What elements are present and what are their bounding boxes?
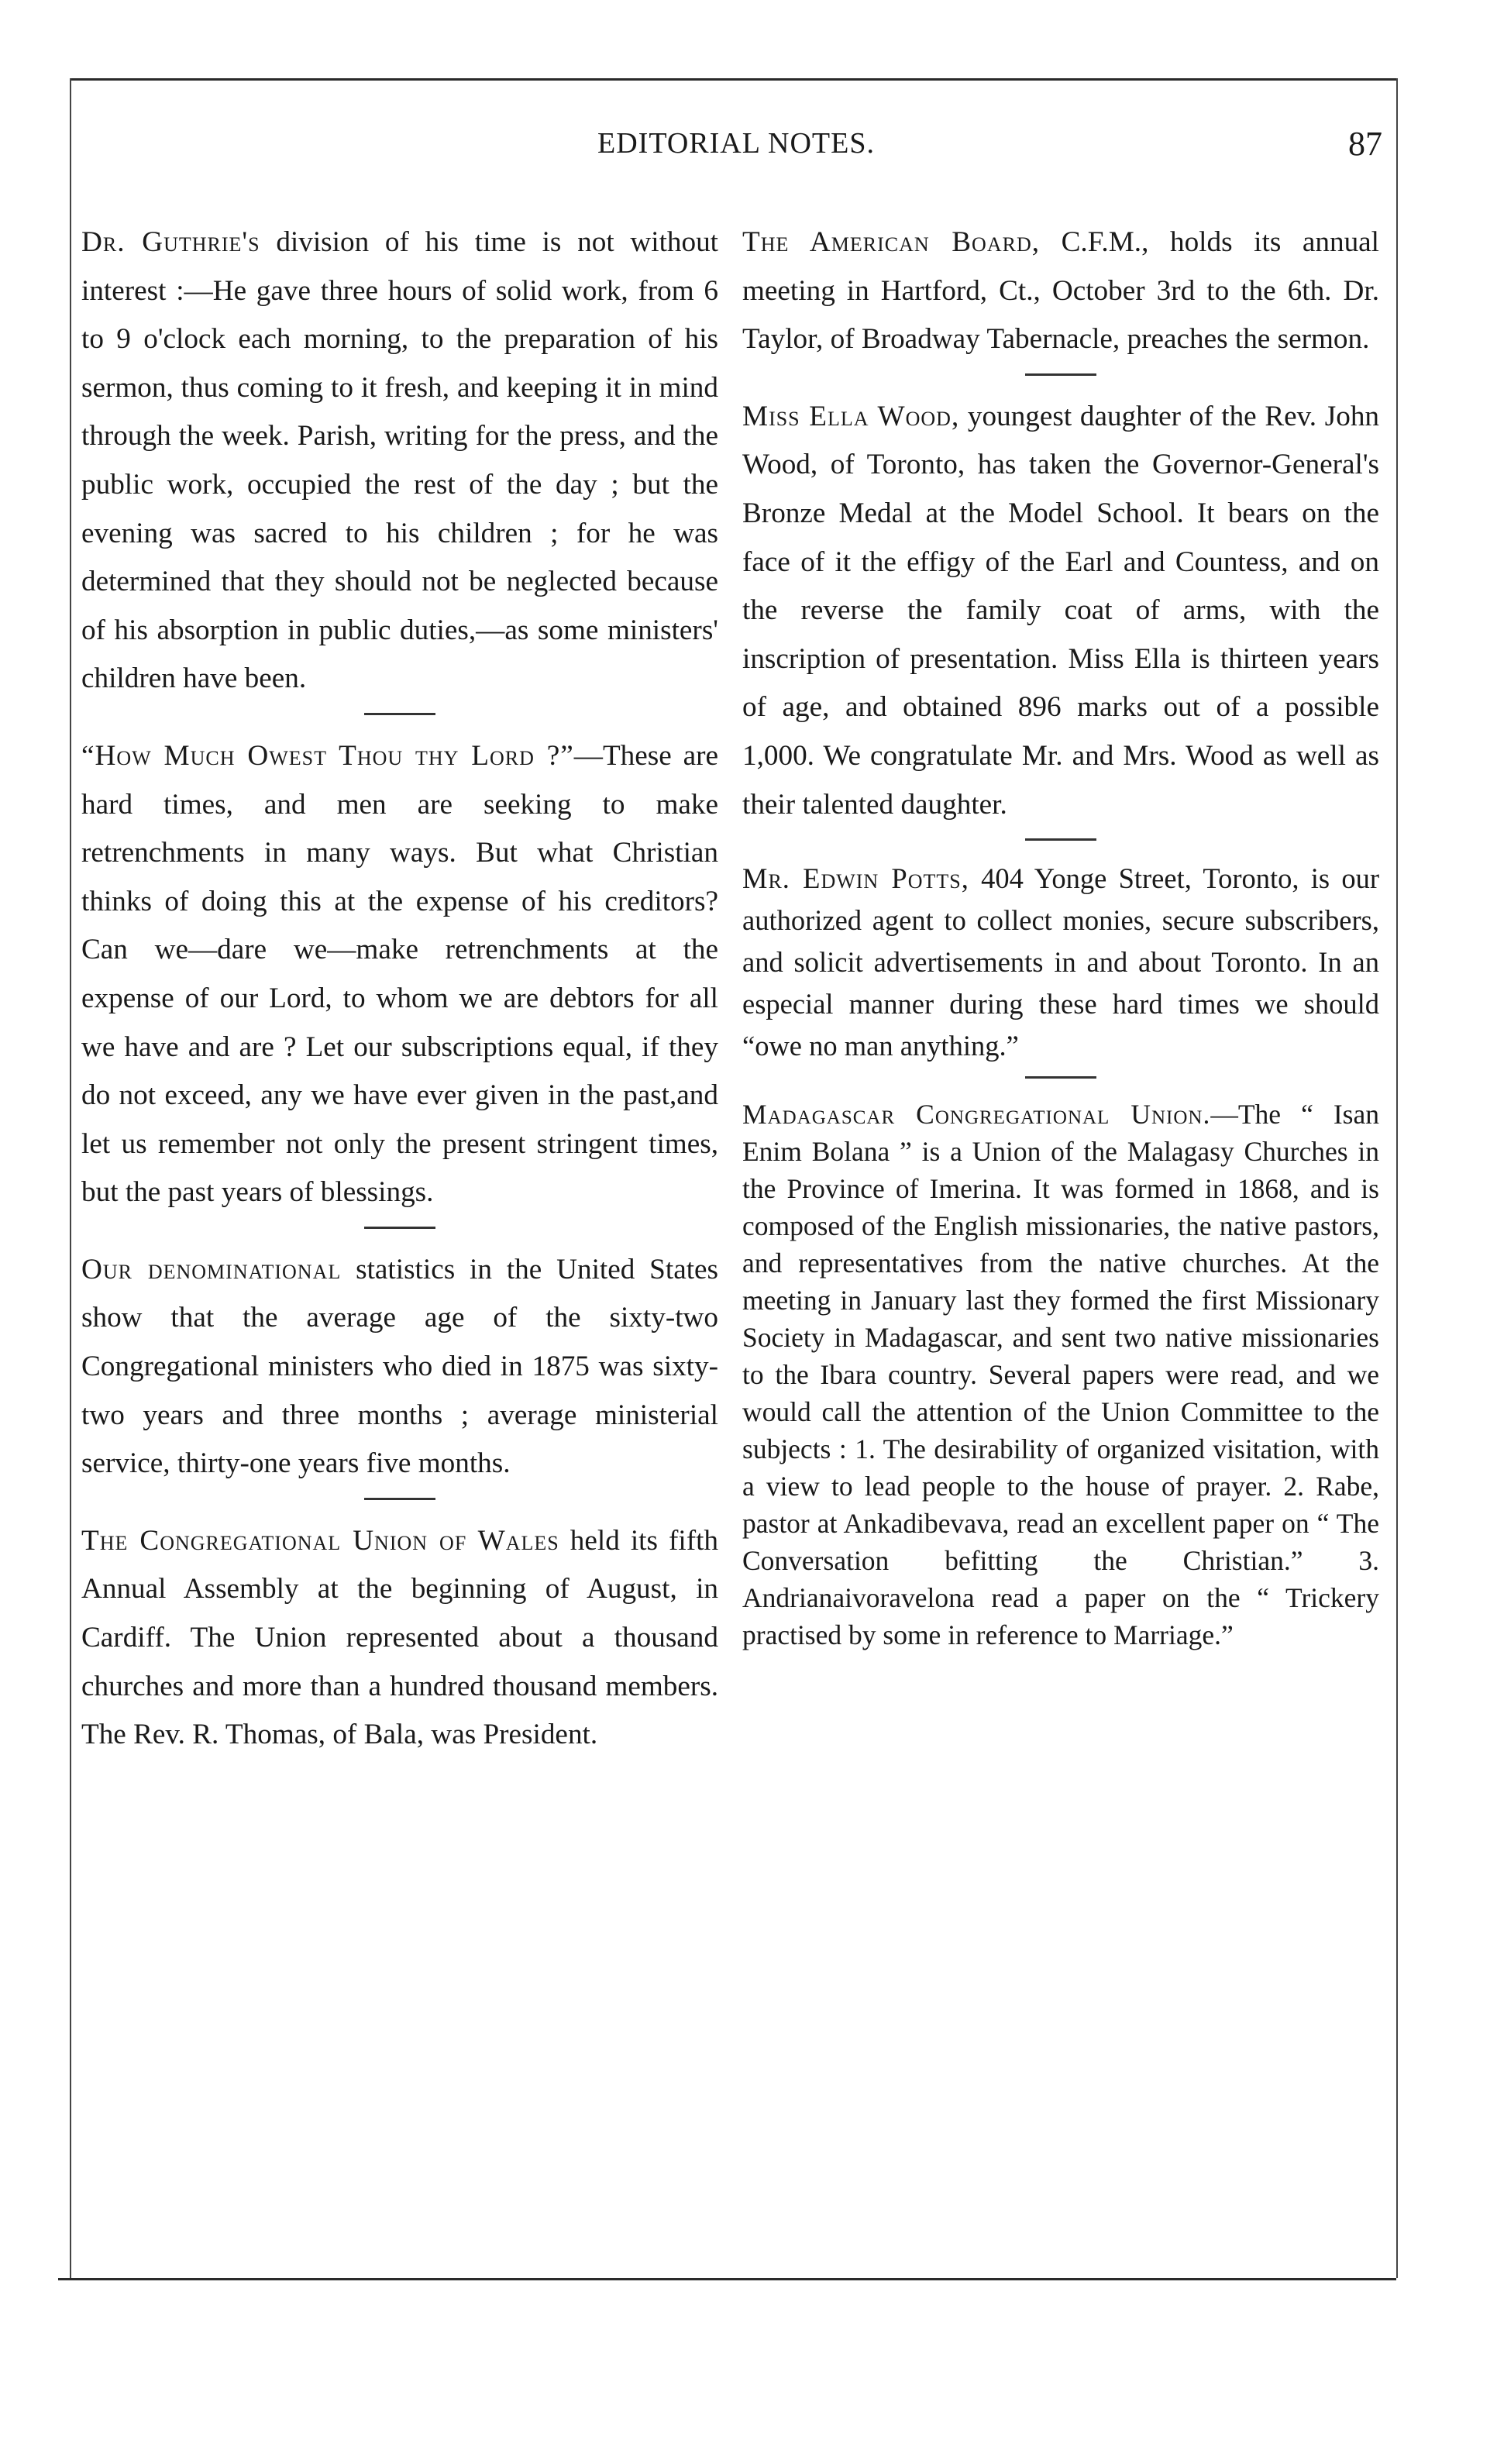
note-lead: Our denominational	[81, 1253, 342, 1285]
note-body: youngest daughter of the Rev. John Wood, of Toronto, has taken the Governor-General's Bronze Medal at the Model School. It bears on the face of it the effigy of the Earl and Countess, and on the reverse the family coat of arms, with the inscription of presentation. Miss Ella is thirteen years of age, and obtained 896 marks out of a possible 1,000. We congratulate Mr. and Mrs. Wood as well as their talented daughter.	[742, 400, 1380, 821]
note-american-board	[742, 219, 1379, 364]
section-divider	[364, 1227, 435, 1229]
section-divider	[364, 1498, 435, 1500]
note-madagascar-union	[742, 1096, 1379, 1654]
note-body: C.F.M., holds its annual meeting in Hartford, Ct., October 3rd to the 6th. Dr. Taylor, of Broadway Tabernacle, preaches the sermon.	[742, 226, 1380, 356]
note-body: —The “ Isan Enim Bolana ” is a Union of the Malagasy Churches in the Province of Imerina. It was formed in 1868, and is composed of the English missionaries, the native pastors, and representatives from the native churches. At the meeting in January last they formed the first Missionary Society in Madagascar, and sent two native missionaries to the Ibara country. Several papers were read, and we would call the attention of the Union Committee to the subjects : 1. The desirability of organized visitation, with a view to lead people to the house of prayer. 2. Rabe, pastor at Ankadibevava, read an excellent paper on “ The Conversation befitting the Christian.” 3. Andrianaivoravelona read a paper on the “ Trickery practised by some in reference to Marriage.”	[742, 1099, 1379, 1651]
section-divider	[1025, 1076, 1096, 1079]
note-lead: Mr. Edwin Potts,	[742, 862, 969, 895]
bottom-border-rule	[58, 2278, 1396, 2280]
section-divider	[1025, 838, 1096, 841]
top-border-rule	[70, 78, 1396, 81]
note-body: statistics in the United States show that the average age of the sixty-two Congregational ministers who died in 1875 was sixty-two years and three months ; average ministerial service, thirty-one years five months.	[81, 1253, 719, 1480]
running-title: EDITORIAL NOTES.	[597, 127, 875, 160]
note-body: division of his time is not without interest :—He gave three hours of solid work, from 6 to 9 o'clock each morning, to the preparation of his sermon, thus coming to it fresh, and keeping it in mind through the week. Parish, writing for the press, and the public work, occupied the rest of the day ; but the evening was sacred to his children ; for he was determined that they should not be neglected because of his absorption in public duties,—as some ministers' children have been.	[81, 226, 719, 695]
left-column	[81, 219, 718, 1760]
note-lead: “How Much Owest Thou thy Lord ?”	[81, 739, 574, 772]
note-lead: Miss Ella Wood,	[742, 400, 960, 432]
section-divider	[1025, 373, 1096, 376]
note-denominational-statistics	[81, 1246, 718, 1488]
section-divider	[364, 713, 435, 715]
right-border-rule	[1396, 78, 1398, 2278]
page-number: 87	[1348, 125, 1382, 163]
note-edwin-potts	[742, 858, 1379, 1067]
note-lead: The American Board,	[742, 226, 1041, 258]
note-lead: Madagascar Congregational Union.	[742, 1099, 1211, 1130]
note-union-of-wales	[81, 1517, 718, 1760]
left-border-rule	[70, 78, 71, 2278]
note-guthrie	[81, 219, 718, 704]
right-column	[742, 219, 1379, 1654]
note-how-much-owest	[81, 732, 718, 1217]
note-lead: Dr. Guthrie's	[81, 226, 260, 258]
note-ella-wood	[742, 393, 1379, 829]
note-body: held its fifth Annual Assembly at the beginning of August, in Cardiff. The Union represented about a thousand churches and more than a hundred thousand members. The Rev. R. Thomas, of Bala, was President.	[81, 1524, 719, 1751]
note-lead: The Congregational Union of Wales	[81, 1524, 559, 1557]
note-body: —These are hard times, and men are seeking to make retrenchments in many ways. But what Christian thinks of doing this at the expense of his creditors? Can we—dare we—make retrenchments at the expense of our Lord, to whom we are debtors for all we have and are ? Let our subscriptions equal, if they do not exceed, any we have ever given in the past,and let us remember not only the present stringent times, but the past years of blessings.	[81, 739, 719, 1209]
note-body: 404 Yonge Street, Toronto, is our authorized agent to collect monies, secure subscribers, and solicit advertisements in and about Toronto. In an especial manner during these hard times we should “owe no man anything.”	[742, 862, 1380, 1062]
